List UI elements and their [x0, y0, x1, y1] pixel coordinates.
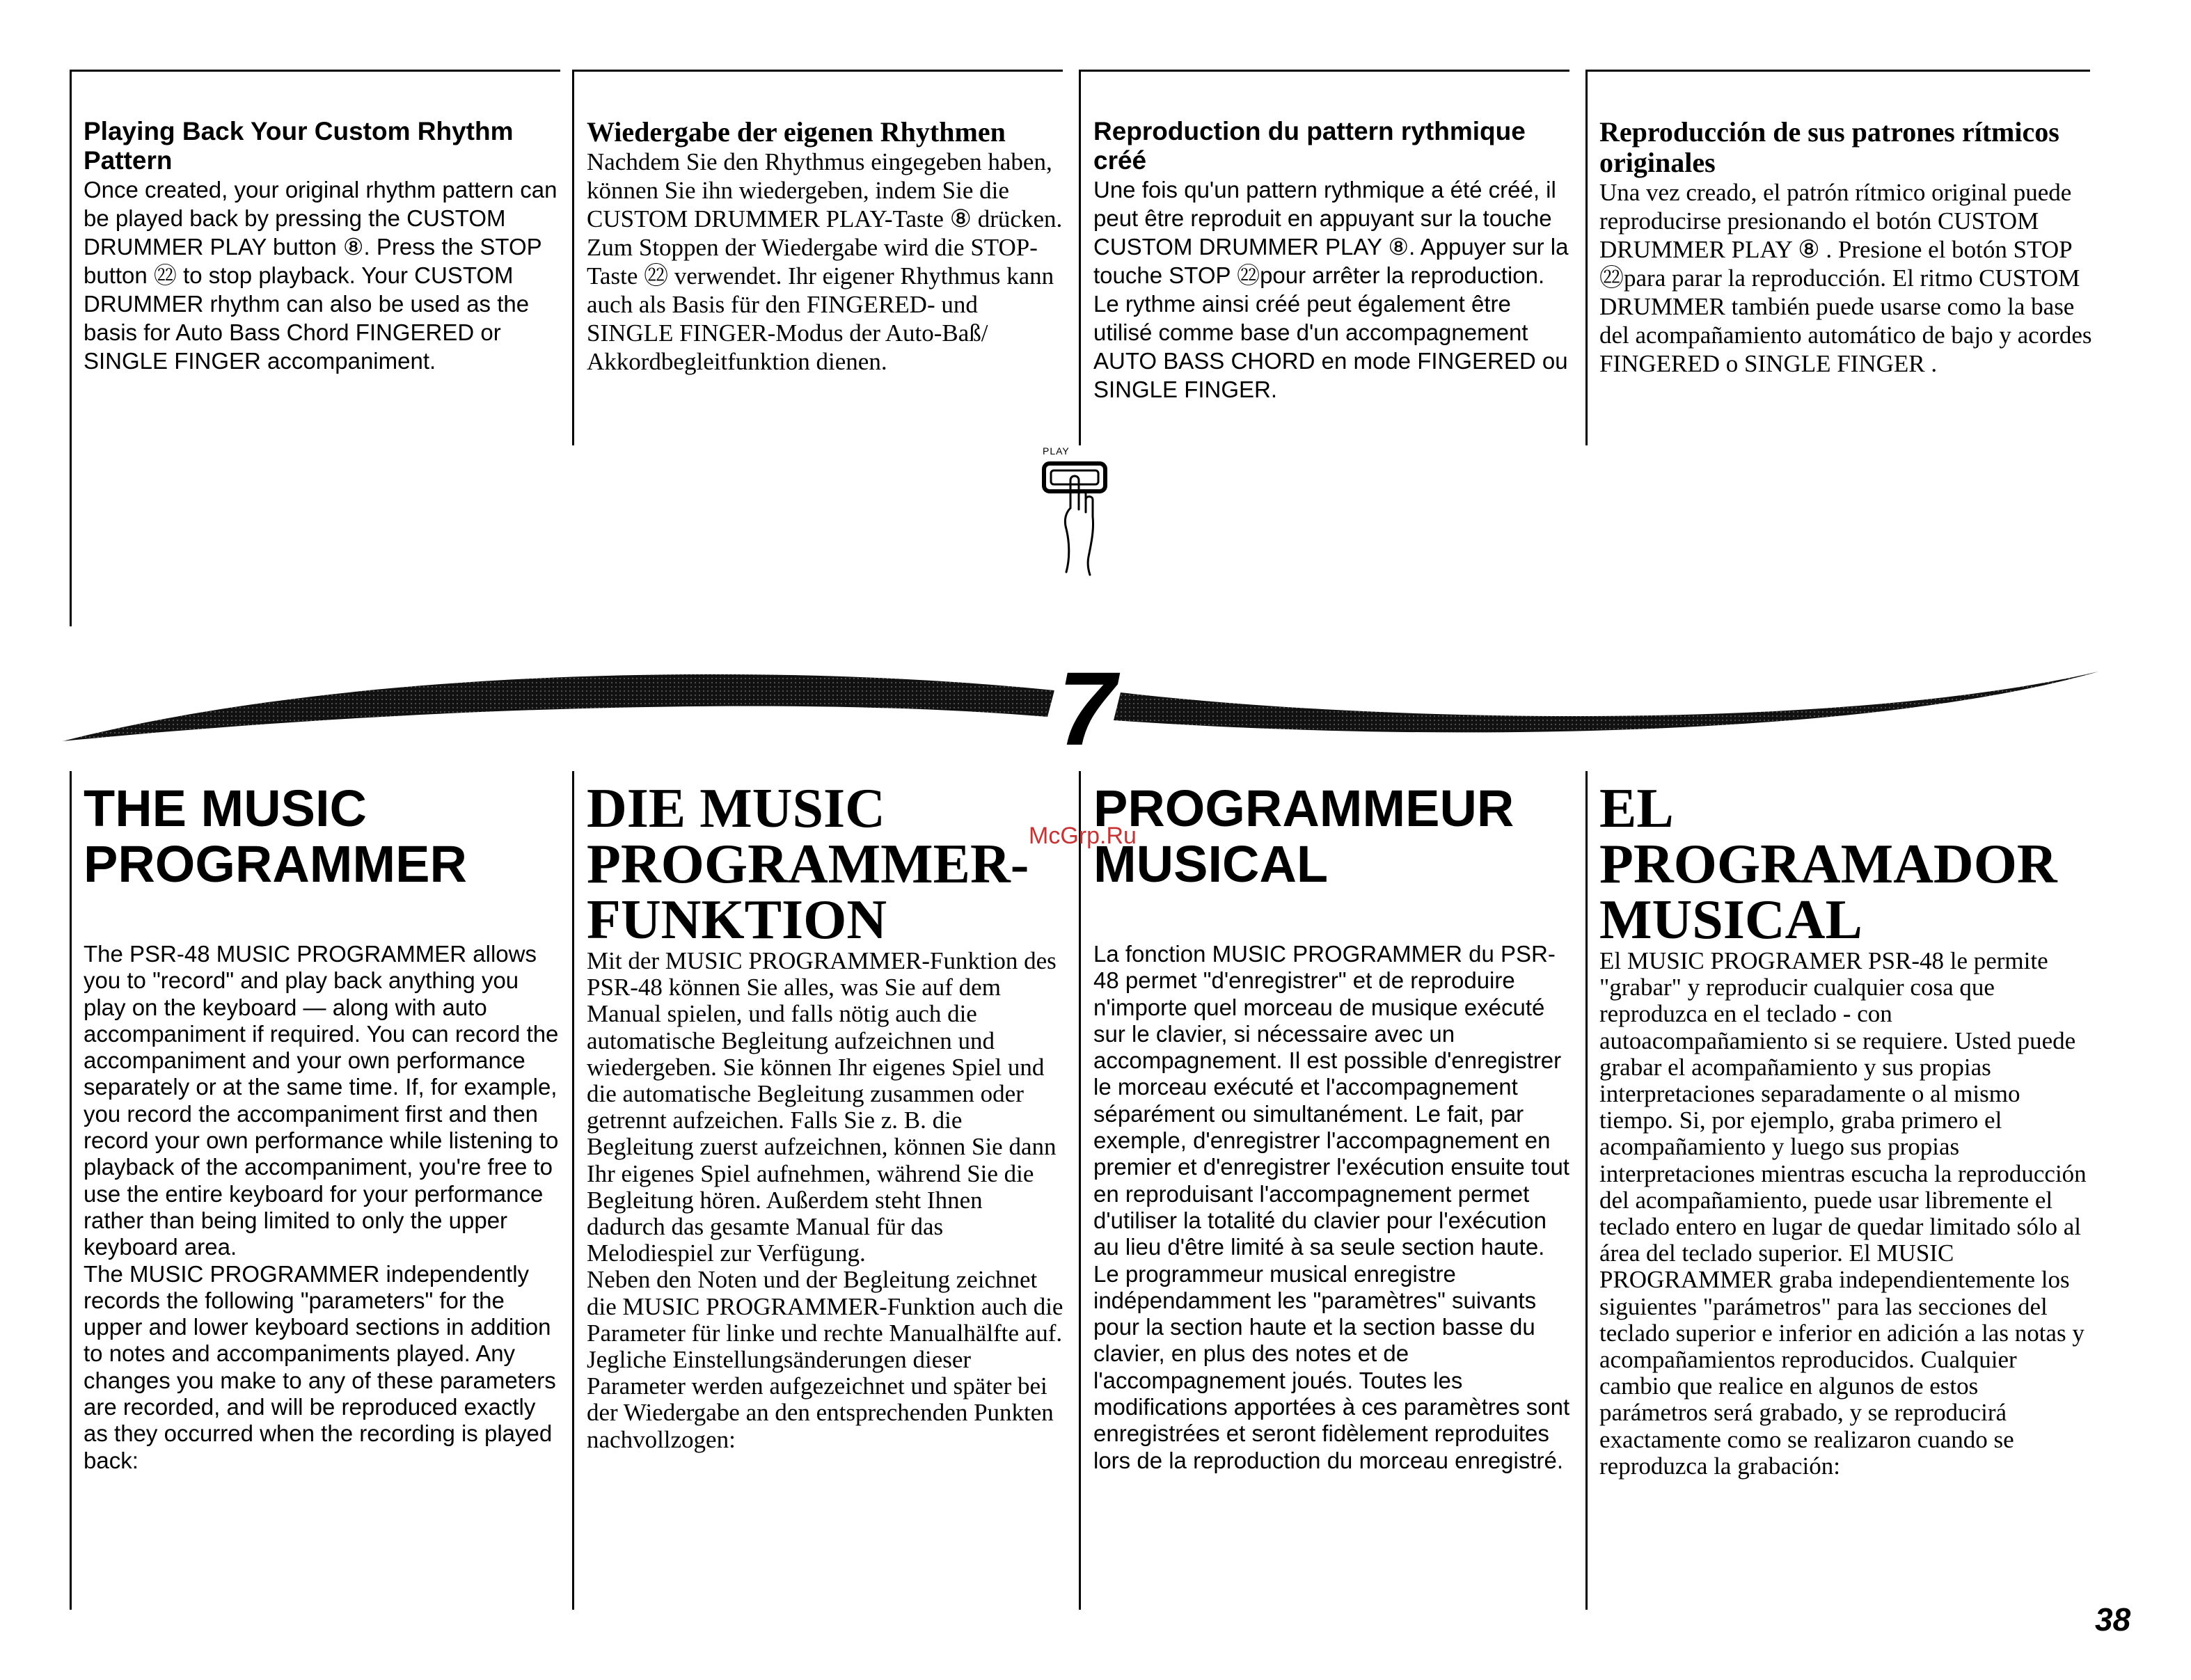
bottom-column-de — [587, 778, 1067, 1453]
top-column-fr — [1093, 117, 1574, 404]
top-vrule-3 — [1079, 70, 1081, 445]
top-vrule-4 — [1585, 70, 1588, 445]
bottom-body-es: El MUSIC PROGRAMER PSR-48 le permite "grabar" y reproducir cualquier cosa que reproduzca en el teclado - con autoacompañamiento si se requiere. Usted puede grabar el acompañamiento y sus propias interpretaciones separadamente o al mismo tiempo. Si, por ejemplo, graba primero el acompañamiento y luego sus propias interpretaciones mientras escucha la reproducción del acompañamiento, puede usar libremente el teclado entero en lugar de quedar limitado sólo al área del teclado superior. El MUSIC PROGRAMMER graba independientemente los siguientes "parámetros" para las secciones del teclado superior e inferior en adición a las notas y acompañamientos reproducidos. Cualquier cambio que realice en algunos de estos parámetros será grabado, y se reproducirá exactamente como se realizaron cuando se reproduzca la grabación: — [1599, 947, 2087, 1480]
top-vrule-2 — [572, 70, 574, 445]
top-heading-en: Playing Back Your Custom Rhythm Pattern — [84, 117, 514, 175]
top-rule-1 — [70, 70, 560, 72]
bottom-body-de: Mit der MUSIC PROGRAMMER-Funktion des PSR-48 können Sie alles, was Sie auf dem Manual spielen, und falls nötig auch die automatische Begleitung aufzeichnen und wiedergeben. Sie können Ihr eigenes Spiel und die automatische Begleitung zusammen oder getrennt aufzeichen. Falls Sie z. B. die Begleitung zuerst aufzeichnen, können Sie dann Ihr eigenes Spiel aufnehmen, während Sie die Begleitung hören. Außerdem steht Ihnen dadurch das gesamte Manual für das Melodiespiel zur Verfügung. Neben den Noten und der Begleitung zeichnet die MUSIC PROGRAMMER-Funktion auch die Parameter für linke und rechte Manualhälfte auf. Jegliche Einstellungsänderungen dieser Parameter werden aufgezeichnet und später bei der Wiedergabe an den entsprechenden Punkten nachvollzogen: — [587, 947, 1063, 1453]
top-rule-3 — [1079, 70, 1569, 72]
bottom-heading-fr: PROGRAMMEUR MUSICAL — [1093, 779, 1514, 893]
hand-pressing-button-icon — [1030, 452, 1128, 578]
top-body-fr: Une fois qu'un pattern rythmique a été créé, il peut être reproduit en appuyant sur la touche CUSTOM DRUMMER PLAY ⑧. Appuyer sur la touche STOP ㉒pour arrêter la reproduction. Le rythme ainsi créé peut également être utilisé comme base d'un accompagnement AUTO BASS CHORD en mode FINGERED ou SINGLE FINGER. — [1093, 177, 1569, 402]
bottom-column-fr — [1093, 781, 1574, 1474]
top-vrule-1 — [70, 70, 72, 626]
bottom-vrule-3 — [1079, 771, 1081, 1610]
top-column-es — [1599, 117, 2094, 378]
banner-swoosh-left — [63, 674, 1054, 741]
bottom-heading-de: DIE MUSIC PROGRAMMER-FUNKTION — [587, 778, 1029, 951]
bottom-heading-es: EL PROGRAMADOR MUSICAL — [1599, 778, 2057, 951]
chapter-banner — [0, 647, 2191, 766]
page-number: 38 — [2095, 1601, 2131, 1638]
top-body-es: Una vez creado, el patrón rítmico original puede reproducirse presionando el botón CUSTOM DRUMMER PLAY ⑧ . Presione el botón STOP ㉒para parar la reproducción. El ritmo CUSTOM DRUMMER también puede usarse como la base del acompañamiento automático de bajo y acordes FINGERED o SINGLE FINGER . — [1599, 179, 2092, 377]
bottom-heading-en: THE MUSIC PROGRAMMER — [84, 779, 467, 893]
bottom-vrule-1 — [70, 771, 72, 1610]
bottom-body-fr: La fonction MUSIC PROGRAMMER du PSR-48 permet "d'enregistrer" et de reproduire n'importe quel morceau de musique exécuté sur le clavier, si nécessaire avec un accompagnement. Il est possible d'enregistrer le morceau exécuté et l'accompagnement séparément ou simultanément. Le fait, par exemple, d'enregistrer l'accompagnement en premier et d'enregistrer l'exécution ensuite tout en reproduisant l'accompagnement permet d'utiliser la totalité du clavier pour l'exécution au lieu d'être limité à sa seule section haute. Le programmeur musical enregistre indépendamment les "paramètres" suivants pour la section haute et la section basse du clavier, en plus des notes et de l'accompagnement joués. Toutes les modifications apportées à ces paramètres sont enregistrées et seront fidèlement reproduites lors de la reproduction du morceau enregistré. — [1093, 941, 1570, 1473]
bottom-column-en — [84, 781, 564, 1474]
top-heading-es: Reproducción de sus patrones rítmicos originales — [1599, 116, 2059, 178]
top-rule-4 — [1585, 70, 2090, 72]
top-column-en — [84, 117, 564, 375]
top-heading-fr: Reproduction du pattern rythmique créé — [1093, 117, 1526, 175]
bottom-vrule-4 — [1585, 771, 1588, 1610]
chapter-number: 7 — [1058, 650, 1116, 766]
top-rule-2 — [572, 70, 1063, 72]
top-body-en: Once created, your original rhythm pattern can be played back by pressing the CUSTOM DRUMMER PLAY button ⑧. Press the STOP button ㉒ to stop playback. Your CUSTOM DRUMMER rhythm can also be used as the basis for Auto Bass Chord FINGERED or SINGLE FINGER accompaniment. — [84, 177, 557, 374]
bottom-vrule-2 — [572, 771, 574, 1610]
banner-swoosh-right — [1114, 672, 2098, 732]
top-body-de: Nachdem Sie den Rhythmus eingegeben haben, können Sie ihn wiedergeben, indem Sie die CUSTOM DRUMMER PLAY-Taste ⑧ drücken. Zum Stoppen der Wiedergabe wird die STOP-Taste ㉒ verwendet. Ihr eigener Rhythmus kann auch als Basis für den FINGERED- und SINGLE FINGER-Modus der Auto-Baß/ Akkordbegleitfunktion dienen. — [587, 148, 1063, 375]
top-column-de — [587, 117, 1067, 376]
watermark: McGrp.Ru — [1029, 823, 1137, 849]
bottom-column-es — [1599, 778, 2087, 1480]
play-label: PLAY — [1043, 445, 1070, 457]
top-heading-de: Wiedergabe der eigenen Rhythmen — [587, 116, 1006, 148]
bottom-body-en: The PSR-48 MUSIC PROGRAMMER allows you to "record" and play back anything you play on the keyboard — along with auto accompaniment if required. You can record the accompaniment and your own performance separately or at the same time. If, for example, you record the accompaniment first and then record your own performance while listening to playback of the accompaniment, you're free to use the entire keyboard for your performance rather than being limited to only the upper keyboard area. The MUSIC PROGRAMMER independently records the following "parameters" for the upper and lower keyboard sections in addition to notes and accompaniments played. Any changes you make to any of these parameters are recorded, and will be reproduced exactly as they occurred when the recording is played back: — [84, 941, 559, 1473]
